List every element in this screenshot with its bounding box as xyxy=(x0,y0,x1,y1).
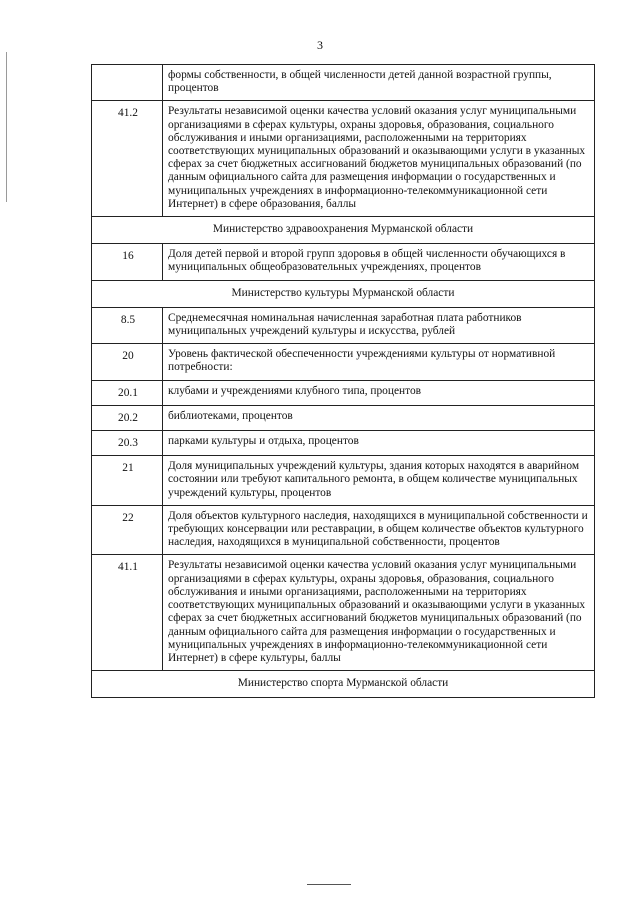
indicator-number: 20.1 xyxy=(92,380,163,405)
indicators-table xyxy=(91,64,595,698)
page-number: 3 xyxy=(317,38,323,52)
indicator-number: 41.1 xyxy=(92,555,163,671)
table-row xyxy=(92,505,595,555)
indicator-description: Среднемесячная номинальная начисленная заработная плата работников муниципальных учреждений культуры и искусства, рублей xyxy=(163,307,595,343)
indicator-number: 21 xyxy=(92,456,163,506)
table-row xyxy=(92,456,595,506)
indicator-number: 16 xyxy=(92,244,163,280)
indicator-number: 20 xyxy=(92,344,163,380)
indicator-number: 22 xyxy=(92,505,163,555)
section-title: Министерство культуры Мурманской области xyxy=(92,280,595,307)
table-row xyxy=(92,431,595,456)
section-header-row xyxy=(92,671,595,698)
indicator-description: Уровень фактической обеспеченности учреждениями культуры от нормативной потребности: xyxy=(163,344,595,380)
indicator-description: Доля детей первой и второй групп здоровья в общей численности обучающихся в муниципальных общеобразовательных учреждениях, процентов xyxy=(163,244,595,280)
table-row xyxy=(92,65,595,101)
table-row xyxy=(92,380,595,405)
indicator-number: 41.2 xyxy=(92,101,163,217)
table-row xyxy=(92,101,595,217)
indicator-number: 20.2 xyxy=(92,405,163,430)
table-row xyxy=(92,405,595,430)
indicator-description: Результаты независимой оценки качества условий оказания услуг муниципальными организациями в сферах культуры, охраны здоровья, образования, социального обслуживания и иными организациями, расположенными на территориях соответствующих муниципальных образований и оказывающими услуги в указанных сферах за счет бюджетных ассигнований бюджетов муниципальных образований (по данным официального сайта для размещения информации о государственных и муниципальных учреждениях в информационно-телекоммуникационной сети Интернет) в сфере культуры, баллы xyxy=(163,555,595,671)
section-header-row xyxy=(92,280,595,307)
table-row xyxy=(92,244,595,280)
table-row xyxy=(92,344,595,380)
scan-edge-mark xyxy=(6,52,7,202)
indicator-description: парками культуры и отдыха, процентов xyxy=(163,431,595,456)
indicator-description: клубами и учреждениями клубного типа, процентов xyxy=(163,380,595,405)
indicator-description: Доля муниципальных учреждений культуры, здания которых находятся в аварийном состоянии или требуют капитального ремонта, в общем количестве муниципальных учреждений культуры, процентов xyxy=(163,456,595,506)
indicator-number: 8.5 xyxy=(92,307,163,343)
section-title: Министерство спорта Мурманской области xyxy=(92,671,595,698)
section-header-row xyxy=(92,217,595,244)
indicator-description: Результаты независимой оценки качества условий оказания услуг муниципальными организациями в сферах культуры, охраны здоровья, образования, социального обслуживания и иными организациями, расположенными на территориях соответствующих муниципальных образований и оказывающими услуги в указанных сферах за счет бюджетных ассигнований бюджетов муниципальных образований (по данным официального сайта для размещения информации о государственных и муниципальных учреждениях в информационно-телекоммуникационной сети Интернет) в сфере образования, баллы xyxy=(163,101,595,217)
section-title: Министерство здравоохранения Мурманской области xyxy=(92,217,595,244)
indicator-description: формы собственности, в общей численности детей данной возрастной группы, процентов xyxy=(163,65,595,101)
table-row xyxy=(92,307,595,343)
footer-line xyxy=(307,884,351,885)
indicator-description: библиотеками, процентов xyxy=(163,405,595,430)
indicator-description: Доля объектов культурного наследия, находящихся в муниципальной собственности и требующих консервации или реставрации, в общем количестве объектов культурного наследия, находящихся в муниципальной собственности, процентов xyxy=(163,505,595,555)
indicator-number: 20.3 xyxy=(92,431,163,456)
indicators-table-body xyxy=(92,65,595,698)
indicator-number xyxy=(92,65,163,101)
table-row xyxy=(92,555,595,671)
